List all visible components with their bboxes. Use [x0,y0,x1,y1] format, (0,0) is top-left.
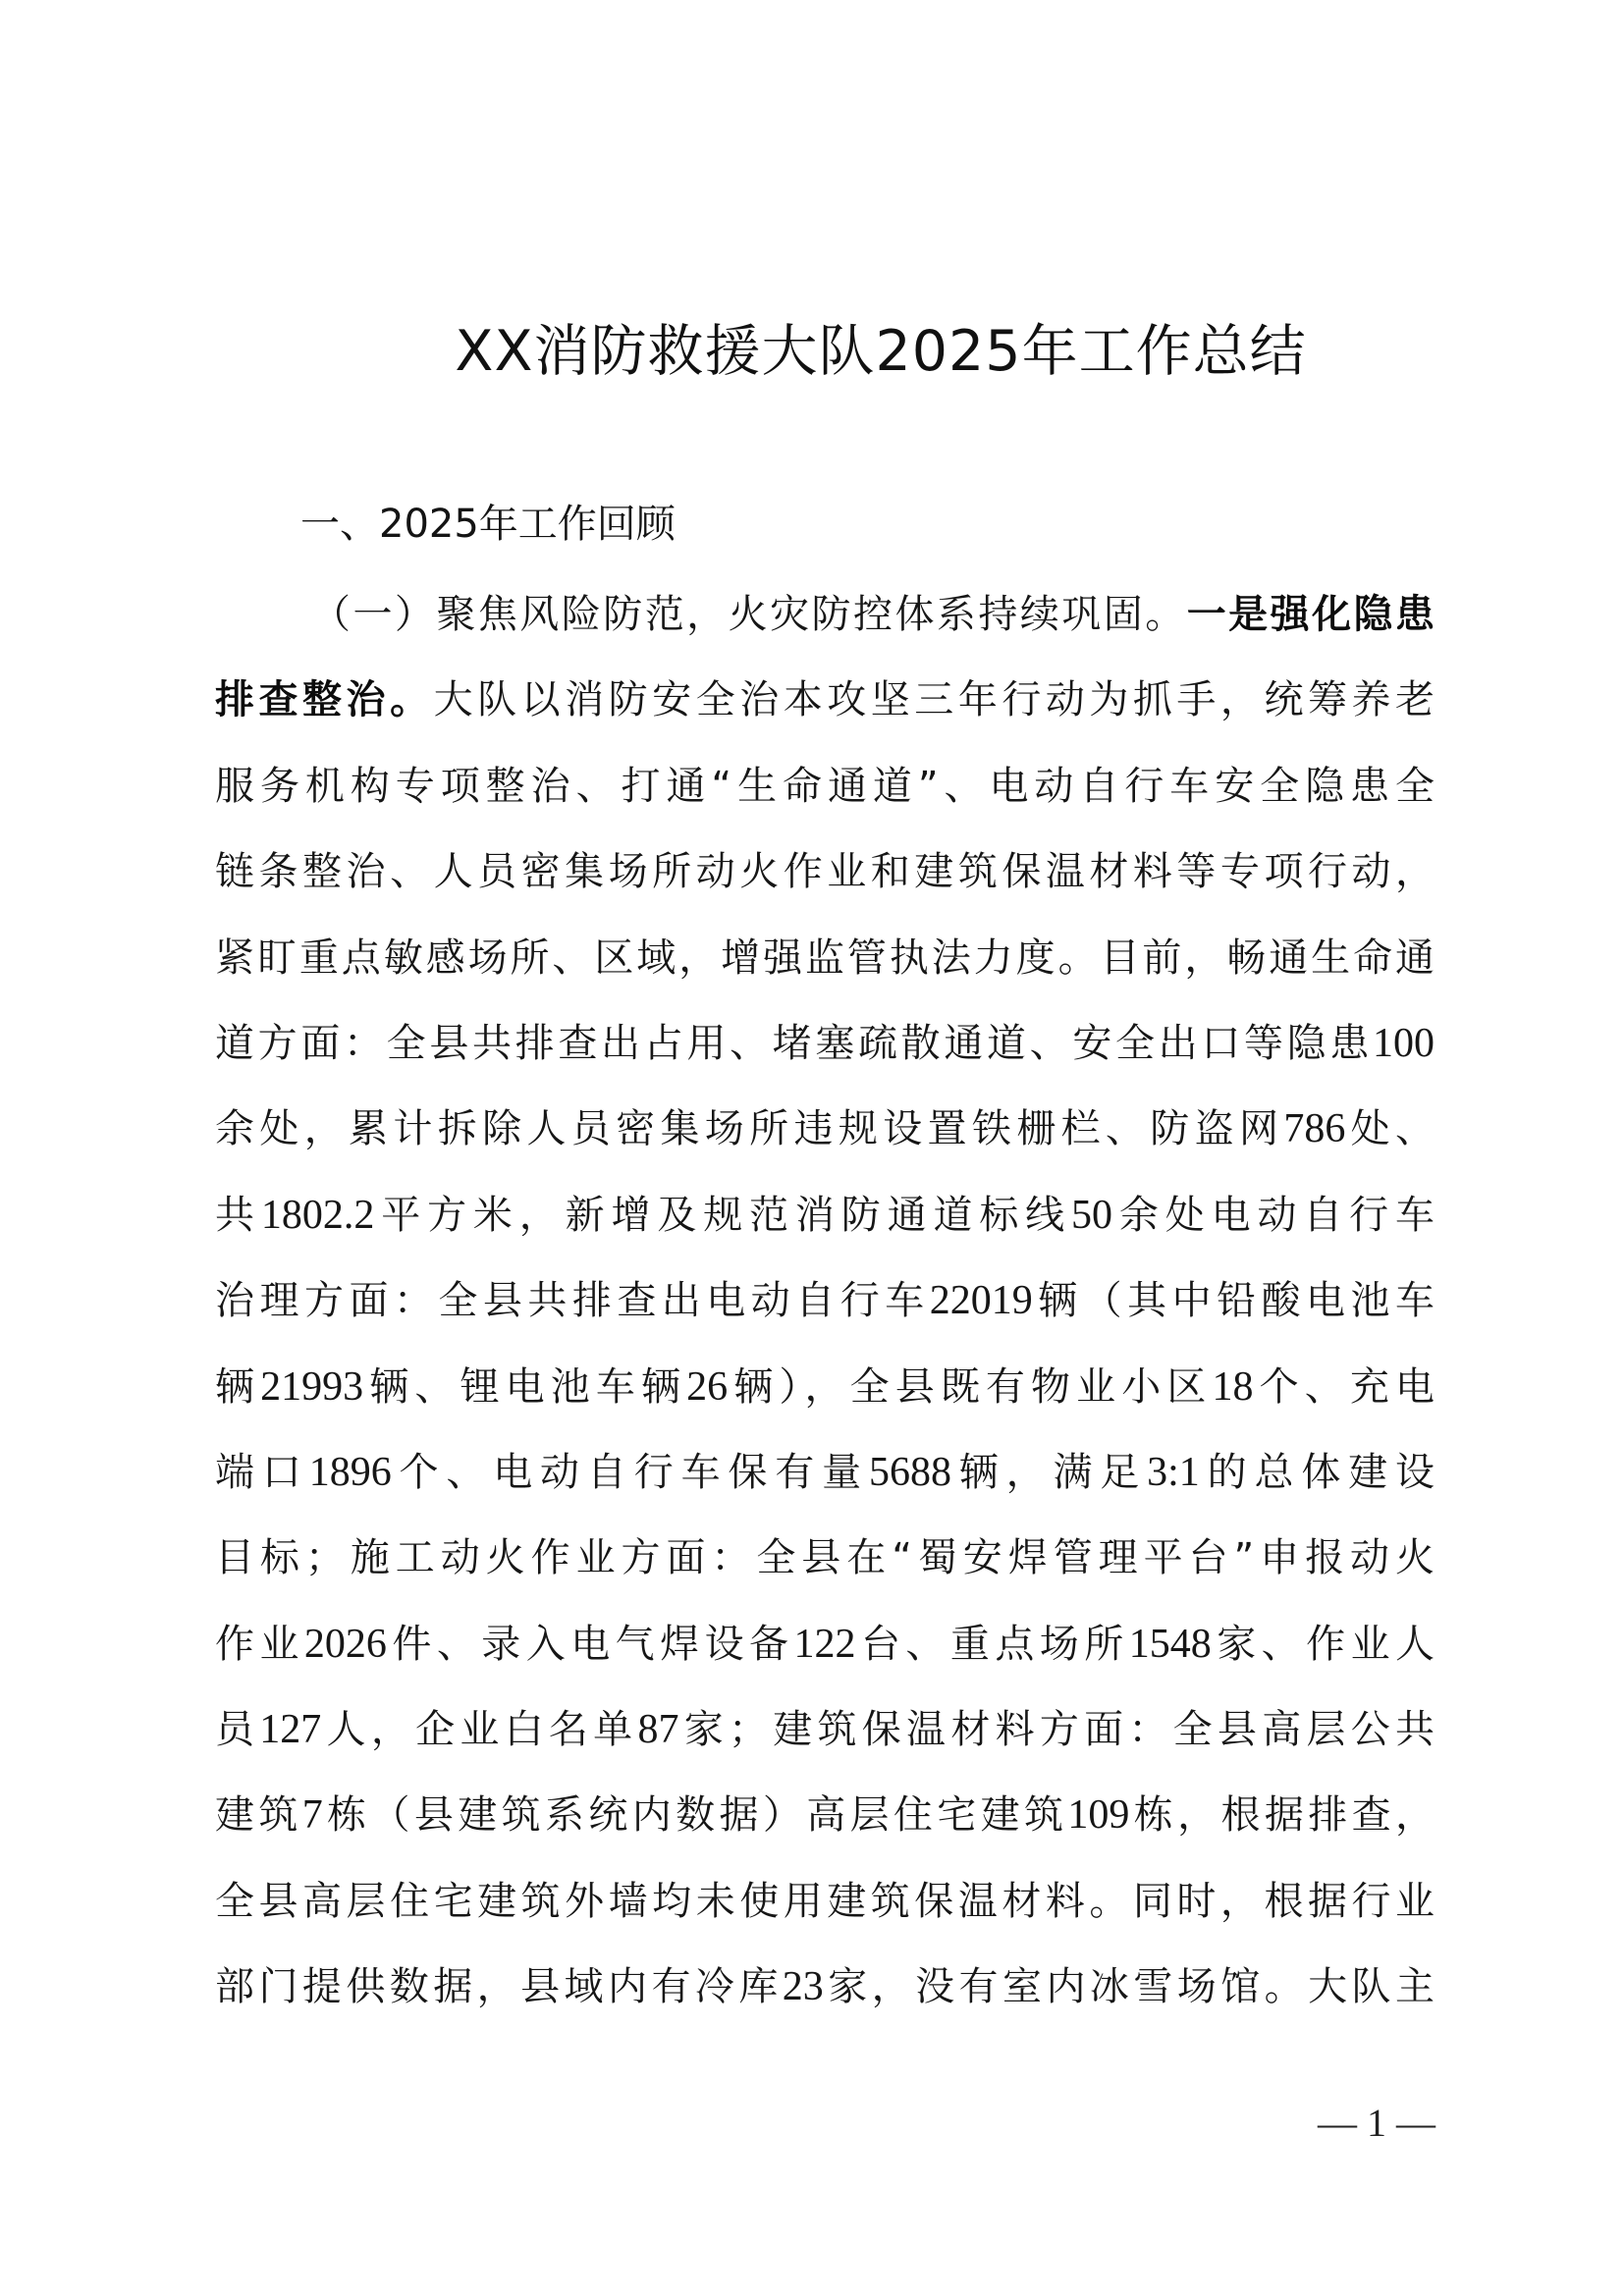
text-segment: 全县高层住宅建筑外墙均未使用建筑保温材料。同时，根据行业 [215,1878,1435,1924]
paragraph-line [215,1430,1435,1516]
paragraph-line [215,1687,1435,1773]
number-segment: 100 [1373,1020,1435,1066]
text-segment: 治理方面：全县共排查出电动自行车 [215,1278,930,1324]
paragraph-line [215,1773,1435,1858]
number-segment: 23 [782,1964,824,2010]
paragraph-line [215,1516,1435,1601]
text-segment: 大队以消防安全治本攻坚三年行动为抓手，统筹养老 [433,677,1435,723]
text-segment: （一）聚焦风险防范，火灾防控体系持续巩固。 [311,592,1187,637]
text-segment: 员 [215,1707,260,1753]
paragraph-line [215,1001,1435,1087]
text-segment: 辆），全县既有物业小区 [728,1363,1213,1410]
paragraph-line [215,572,1435,658]
section-heading: 一、2025年工作回顾 [300,502,676,547]
number-segment: 50 [1071,1192,1113,1238]
text-segment: 家；建筑保温材料方面：全县高层公共 [678,1707,1435,1753]
paragraph-line [215,829,1435,915]
paragraph-line [215,744,1435,829]
paragraph-line [215,1087,1435,1172]
page-number: — 1 — [1318,2101,1435,2145]
number-segment: 87 [637,1707,679,1753]
number-segment: 127 [259,1707,322,1753]
text-segment: 余处电动自行车 [1112,1192,1435,1238]
text-segment: 辆、锂电池车辆 [363,1363,687,1410]
text-segment: 端口 [215,1449,309,1495]
number-segment: 5688 [868,1449,951,1495]
number-segment: 22019 [929,1278,1033,1324]
text-segment: 共 [215,1192,261,1238]
text-segment: 个、充电 [1253,1363,1435,1410]
text-segment: 家，没有室内冰雪场馆。大队主 [823,1964,1435,2010]
paragraph-line [215,1173,1435,1258]
text-segment: 部门提供数据，县域内有冷库 [215,1964,783,2010]
text-segment: 平方米，新增及规范消防通道标线 [374,1192,1072,1238]
paragraph-line [215,1945,1435,2030]
paragraph-line [215,658,1435,743]
number-segment: 1548 [1128,1621,1212,1667]
text-segment: 栋（县建筑系统内数据）高层住宅建筑 [322,1792,1068,1839]
number-segment: 786 [1283,1106,1346,1152]
text-segment: 栋，根据排查， [1129,1792,1435,1839]
text-segment: 道方面：全县共排查出占用、堵塞疏散通道、安全出口等隐患 [215,1020,1373,1066]
number-segment: 3:1 [1147,1449,1200,1495]
paragraph-line [215,1859,1435,1945]
paragraph-line [215,1258,1435,1344]
number-segment: 1896 [308,1449,392,1495]
paragraph-line [215,1345,1435,1430]
number-segment: 2026 [303,1621,387,1667]
text-segment: 处、 [1345,1106,1435,1152]
number-segment: 26 [686,1363,729,1410]
text-segment: 件、录入电气焊设备 [386,1621,794,1667]
text-segment: 紧盯重点敏感场所、区域，增强监管执法力度。目前，畅通生命通 [215,934,1435,981]
text-segment: 个、电动自行车保有量 [391,1449,869,1495]
number-segment: 18 [1212,1363,1254,1410]
text-segment: 家、作业人 [1211,1621,1435,1667]
paragraph-line [215,1602,1435,1687]
number-segment: 1802.2 [260,1192,375,1238]
text-segment: 辆，满足 [950,1449,1148,1495]
number-segment: 109 [1067,1792,1130,1839]
text-segment: 目标；施工动火作业方面：全县在“蜀安焊管理平台”申报动火 [215,1535,1435,1581]
text-segment: 作业 [215,1621,304,1667]
document-title: XX消防救援大队2025年工作总结 [455,319,1307,384]
number-segment: 7 [301,1792,323,1839]
text-segment: 辆 [215,1363,261,1410]
text-segment: 人，企业白名单 [321,1707,638,1753]
number-segment: 122 [793,1621,856,1667]
text-segment: 建筑 [215,1792,302,1839]
text-segment: 链条整治、人员密集场所动火作业和建筑保温材料等专项行动， [215,849,1435,895]
text-segment: 余处，累计拆除人员密集场所违规设置铁栅栏、防盗网 [215,1106,1284,1152]
paragraph-line [215,916,1435,1001]
text-segment: 服务机构专项整治、打通“生命通道”、电动自行车安全隐患全 [215,763,1435,809]
bold-text-segment: 排查整治。 [215,677,434,723]
bold-text-segment: 一是强化隐患 [1186,592,1435,637]
text-segment: 的总体建设 [1199,1449,1435,1495]
text-segment: 台、重点场所 [855,1621,1129,1667]
body-paragraph [215,572,1435,2031]
text-segment: 辆（其中铅酸电池车 [1032,1278,1435,1324]
number-segment: 21993 [260,1363,364,1410]
